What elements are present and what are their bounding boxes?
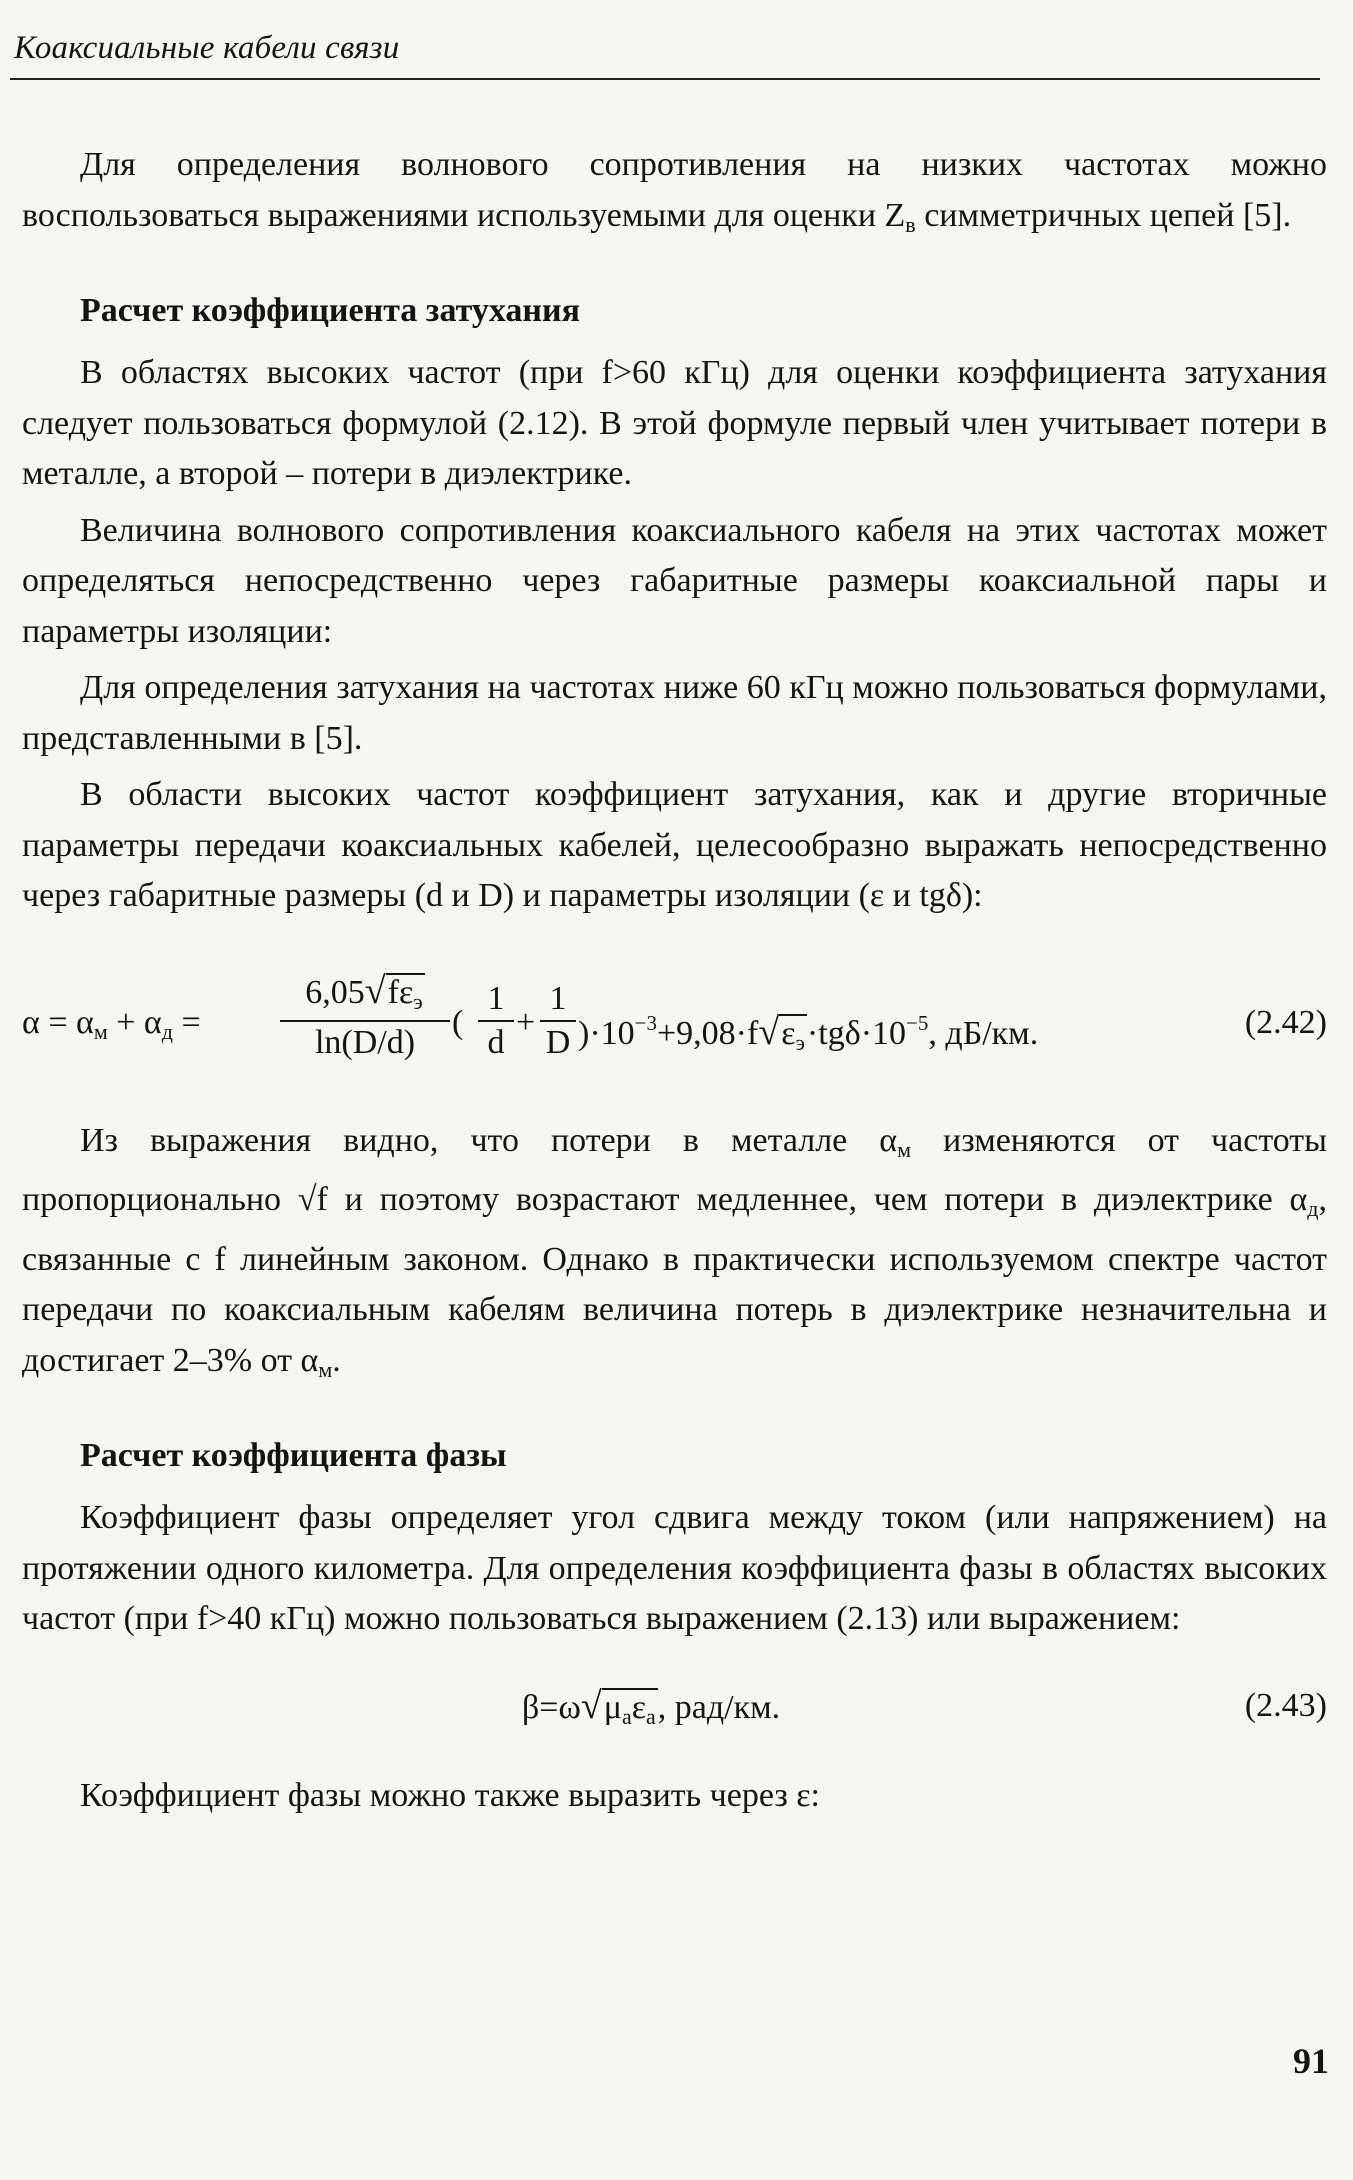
superscript: −3 — [634, 1010, 657, 1035]
formula-text: α = α — [22, 1003, 94, 1041]
formula-text: ·tgδ·10 — [806, 1014, 907, 1052]
fraction-numerator: 1 — [487, 979, 505, 1017]
subscript: э — [413, 988, 423, 1014]
formula-text: , дБ/км. — [928, 1014, 1039, 1052]
paragraph-text: . — [332, 1341, 341, 1379]
fraction-one-over-D — [540, 978, 576, 1064]
equation-number: (2.42) — [1244, 1003, 1327, 1041]
paragraph-text: Для определения волнового сопротивления на низких частотах можно воспользоваться выражениями используемыми для оценки Z — [22, 146, 1327, 234]
formula-text: = — [172, 1003, 201, 1041]
formula-text: ε — [781, 1014, 796, 1052]
sqrt-icon: √ — [364, 969, 386, 1012]
superscript: −5 — [906, 1010, 929, 1035]
page-content — [22, 140, 1327, 1821]
paragraph-low-frequency-attenuation: Для определения затухания на частотах ниже 60 кГц можно пользоваться формулами, представленными в [5]. — [22, 669, 1327, 757]
subscript: м — [93, 1018, 108, 1044]
formula-2-42 — [22, 946, 1327, 1076]
formula-body — [522, 1681, 780, 1735]
formula-text: μ — [603, 1688, 622, 1726]
formula-rest — [578, 998, 1038, 1061]
plus-sign: + — [516, 1003, 536, 1041]
formula-text: )·10 — [578, 1014, 635, 1052]
paragraph-text: Из выражения видно, что потери в металле α — [80, 1121, 898, 1159]
page-number: 91 — [1293, 2041, 1329, 2081]
formula-text: , рад/км. — [657, 1688, 781, 1726]
subscript: м — [897, 1136, 912, 1162]
fraction-denominator: ln(D/d) — [280, 1020, 450, 1064]
sqrt-icon: √ — [758, 1010, 780, 1053]
sqrt-icon: √ — [580, 1684, 602, 1727]
sqrt-radicand — [602, 1688, 658, 1735]
paragraph-high-frequency-attenuation: В областях высоких частот (при f>60 кГц) для оценки коэффициента затухания следует пользоваться формулой (2.12). В этой формуле первый член учитывает потери в металле, а второй – потери в диэлектрике. — [22, 354, 1327, 492]
section-heading-phase: Расчет коэффициента фазы — [80, 1437, 507, 1474]
paragraph-wave-impedance: Величина волнового сопротивления коаксиального кабеля на этих частотах может определяться непосредственно через габаритные размеры коаксиальной пары и параметры изоляции: — [22, 511, 1327, 650]
subscript: a — [621, 1703, 632, 1729]
paragraph-loss-comparison — [22, 1116, 1327, 1396]
sqrt-radicand — [386, 973, 425, 1020]
paragraph-text-end: симметричных цепей [5]. — [915, 196, 1292, 234]
paragraph-low-frequency-impedance — [22, 140, 1327, 250]
subscript: м — [318, 1356, 333, 1382]
fraction-numerator — [280, 970, 450, 1020]
running-title: Коаксиальные кабели связи — [14, 30, 400, 66]
formula-text: +9,08·f — [657, 1014, 759, 1052]
formula-lhs — [22, 998, 201, 1058]
subscript: д — [161, 1018, 173, 1044]
paren-open: ( — [452, 1003, 464, 1041]
sqrt-radicand — [779, 1014, 807, 1061]
formula-text: fε — [387, 973, 414, 1011]
subscript: д — [1307, 1196, 1319, 1221]
fraction-denominator: D — [540, 1020, 576, 1064]
header-rule — [10, 78, 1320, 80]
fraction-metal-loss — [280, 970, 450, 1064]
formula-2-43 — [22, 1671, 1327, 1741]
paragraph-secondary-parameters: В области высоких частот коэффициент затухания, как и другие вторичные параметры передачи коаксиальных кабелей, целесообразно выражать непосредственно через габаритные размеры (d и D) и параметры изоляции (ε и tgδ): — [22, 776, 1327, 914]
formula-text: + α — [107, 1003, 162, 1041]
equation-number: (2.43) — [1244, 1686, 1327, 1724]
subscript: э — [795, 1029, 805, 1055]
paragraph-text: изменяются от частоты пропорционально √f и поэтому возрастают медленнее, чем потери в диэлектрике α — [22, 1121, 1327, 1218]
formula-text: β=ω — [522, 1688, 581, 1726]
paragraph-text: , связанные с f линейным законом. Однако в практически используемом спектре частот передачи по коаксиальным кабелям величина потерь в диэлектрике незначительна и достигает 2–3% от α — [22, 1181, 1327, 1379]
subscript: в — [905, 211, 916, 237]
formula-text: ε — [631, 1688, 646, 1726]
fraction-numerator: 1 — [549, 979, 567, 1017]
formula-text: 6,05 — [305, 973, 365, 1011]
paragraph-phase-via-epsilon: Коэффициент фазы можно также выразить через ε: — [80, 1776, 820, 1814]
fraction-one-over-d — [478, 978, 514, 1064]
paragraph-phase-coefficient: Коэффициент фазы определяет угол сдвига между током (или напряжением) на протяжении одного километра. Для определения коэффициента фазы в областях высоких частот (при f>40 кГц) можно пользоваться выражением (2.13) или выражением: — [22, 1499, 1327, 1637]
subscript: a — [646, 1703, 656, 1729]
fraction-denominator: d — [478, 1020, 514, 1064]
section-heading-attenuation: Расчет коэффициента затухания — [80, 292, 580, 329]
